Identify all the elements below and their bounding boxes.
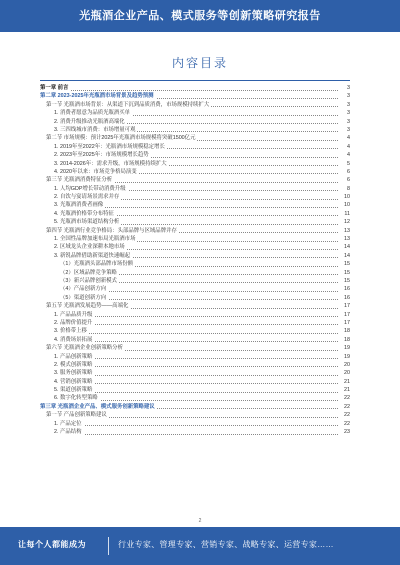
toc-entry-text: 第三章 光瓶酒企业产品、模式服务创新策略建议 bbox=[40, 403, 155, 410]
toc-entry-page: 5 bbox=[338, 160, 350, 168]
toc-leader-dots bbox=[40, 90, 338, 91]
toc-entry-text: 第二章 2023-2025年光瓶酒市场背景及趋势预测 bbox=[40, 93, 154, 100]
toc-entry[interactable] bbox=[40, 168, 350, 176]
toc-entry-text: 第六节 光瓶酒企业创新策略分析 bbox=[40, 344, 125, 352]
toc-entry-text: （3）新兴品牌创新模式 bbox=[40, 277, 119, 285]
footer-separator bbox=[108, 537, 109, 555]
toc-entry[interactable] bbox=[40, 260, 350, 268]
toc-entry[interactable] bbox=[40, 252, 350, 260]
toc-entry-page: 4 bbox=[338, 134, 350, 142]
toc-entry[interactable] bbox=[40, 302, 350, 310]
toc-entry-page: 17 bbox=[338, 311, 350, 319]
toc-entry[interactable] bbox=[40, 227, 350, 235]
toc-entry-text: 1. 消费者愿意为品质光瓶酒买单 bbox=[40, 109, 132, 117]
toc-entry[interactable] bbox=[40, 118, 350, 126]
footer-banner bbox=[0, 527, 400, 565]
toc-entry-text: 3. 服务创新策略 bbox=[40, 369, 94, 377]
toc-entry[interactable] bbox=[40, 428, 350, 436]
toc-entry-page: 18 bbox=[338, 327, 350, 335]
toc-entry[interactable] bbox=[40, 277, 350, 285]
toc-entry-text: 5. 光瓶酒市场渠道结构分析 bbox=[40, 218, 121, 226]
toc-entry-page: 3 bbox=[338, 126, 350, 134]
toc-entry[interactable] bbox=[40, 185, 350, 193]
toc-entry[interactable] bbox=[40, 411, 350, 419]
page-number: 2 bbox=[198, 518, 202, 524]
toc-entry-page: 15 bbox=[338, 277, 350, 285]
footer-slogan: 行业专家、管理专家、营销专家、战略专家、运营专家…… bbox=[118, 540, 334, 549]
toc-entry-text: 2. 消费升级推动光瓶酒高端化 bbox=[40, 118, 127, 126]
toc-entry[interactable] bbox=[40, 134, 350, 142]
toc-entry[interactable] bbox=[40, 420, 350, 428]
toc-entry[interactable] bbox=[40, 176, 350, 184]
toc-entry-page: 17 bbox=[338, 302, 350, 310]
toc-entry[interactable] bbox=[40, 353, 350, 361]
toc-entry-text: 3. 三四线城市消费：市场增量可观 bbox=[40, 126, 137, 134]
toc-entry[interactable] bbox=[40, 235, 350, 243]
toc-entry[interactable] bbox=[40, 210, 350, 218]
toc-entry-text: （4）产品创新方向 bbox=[40, 285, 108, 293]
toc-entry-page: 22 bbox=[338, 420, 350, 428]
toc-entry-text: 3. 2014-2026年：需求升级，市场规模持续扩大 bbox=[40, 160, 169, 168]
toc-entry-page: 23 bbox=[338, 428, 350, 436]
toc-entry-text: 1. 产品创新策略 bbox=[40, 353, 94, 361]
toc-entry-page: 13 bbox=[338, 227, 350, 235]
toc-entry[interactable] bbox=[40, 143, 350, 151]
toc-entry-text: 第一节 光瓶酒市场背景：从渠道下沉到品质消费，市场规模持续扩大 bbox=[40, 101, 211, 109]
toc-entry[interactable] bbox=[40, 84, 350, 92]
footer-brand: 让每个人都能成为 bbox=[18, 540, 86, 549]
toc-entry-page: 3 bbox=[338, 118, 350, 126]
toc-entry-page: 16 bbox=[338, 294, 350, 302]
toc-entry-page: 20 bbox=[338, 369, 350, 377]
toc-entry-text: 2. 自饮与宴请场景需求并存 bbox=[40, 193, 121, 201]
toc-entry-page: 13 bbox=[338, 235, 350, 243]
toc-entry-text: 1. 产品定位 bbox=[40, 420, 84, 428]
toc-entry-page: 16 bbox=[338, 285, 350, 293]
toc-entry[interactable] bbox=[40, 344, 350, 352]
toc-entry-text: 4. 营销创新策略 bbox=[40, 378, 94, 386]
toc-entry-page: 21 bbox=[338, 386, 350, 394]
report-header bbox=[0, 0, 400, 32]
toc-entry-page: 11 bbox=[338, 210, 350, 218]
toc-entry-text: 1. 2019年至2022年：光瓶酒市场规模稳定增长 bbox=[40, 143, 167, 151]
toc-entry-text: 3. 价格带上移 bbox=[40, 327, 89, 335]
table-of-contents bbox=[40, 84, 350, 436]
toc-entry-page: 18 bbox=[338, 336, 350, 344]
toc-entry-text: 2. 品牌价值提升 bbox=[40, 319, 94, 327]
toc-entry-page: 3 bbox=[338, 101, 350, 109]
toc-entry-page: 3 bbox=[338, 92, 350, 100]
toc-entry-page: 12 bbox=[338, 218, 350, 226]
toc-entry-text: 第三节 光瓶酒消费特征分析 bbox=[40, 176, 114, 184]
toc-entry-page: 20 bbox=[338, 361, 350, 369]
toc-entry[interactable] bbox=[40, 336, 350, 344]
toc-entry[interactable] bbox=[40, 319, 350, 327]
toc-entry-text: 第一章 前言 bbox=[40, 85, 69, 91]
toc-entry-page: 14 bbox=[338, 252, 350, 260]
toc-entry-page: 3 bbox=[338, 84, 350, 92]
toc-entry-page: 4 bbox=[338, 143, 350, 151]
toc-entry-page: 3 bbox=[338, 109, 350, 117]
toc-entry-text: 第二节 市场规模：预计2025年光瓶酒市场规模将突破1500亿元 bbox=[40, 134, 197, 142]
toc-entry-page: 10 bbox=[338, 201, 350, 209]
toc-entry[interactable] bbox=[40, 101, 350, 109]
toc-entry[interactable] bbox=[40, 193, 350, 201]
toc-entry-text: 1. 产品品质升级 bbox=[40, 311, 94, 319]
toc-entry-text: （2）区域品牌竞争策略 bbox=[40, 269, 119, 277]
toc-entry-text: 3. 光瓶酒消费者画像 bbox=[40, 201, 105, 209]
toc-entry-text: 2. 区域龙头企业深耕本地市场 bbox=[40, 243, 127, 251]
toc-entry-page: 6 bbox=[338, 168, 350, 176]
toc-entry-page: 22 bbox=[338, 394, 350, 402]
toc-entry-page: 8 bbox=[338, 185, 350, 193]
toc-entry[interactable] bbox=[40, 361, 350, 369]
toc-entry-page: 21 bbox=[338, 378, 350, 386]
toc-entry[interactable] bbox=[40, 109, 350, 117]
toc-entry[interactable] bbox=[40, 151, 350, 159]
toc-leader-dots bbox=[40, 434, 338, 435]
report-title: 光瓶酒企业产品、模式服务等创新策略研究报告 bbox=[79, 10, 321, 22]
toc-leader-dots bbox=[40, 425, 338, 426]
toc-entry-text: （1）光瓶酒头部品牌市场份额 bbox=[40, 260, 135, 268]
toc-entry[interactable] bbox=[40, 394, 350, 402]
toc-entry-text: 3. 新锐品牌借助新渠道快速崛起 bbox=[40, 252, 132, 260]
toc-entry-page: 4 bbox=[338, 151, 350, 159]
toc-entry[interactable] bbox=[40, 378, 350, 386]
toc-entry-page: 17 bbox=[338, 319, 350, 327]
toc-entry[interactable] bbox=[40, 386, 350, 394]
toc-entry-text: （5）渠道创新方向 bbox=[40, 294, 108, 302]
toc-entry[interactable] bbox=[40, 126, 350, 134]
toc-entry-page: 15 bbox=[338, 260, 350, 268]
toc-divider bbox=[40, 80, 350, 81]
toc-entry-text: 1. 全国性品牌加速布局光瓶酒市场 bbox=[40, 235, 137, 243]
toc-entry-text: 第五节 光瓶酒发展趋势——高端化 bbox=[40, 302, 130, 310]
toc-entry-text: 2. 产品结构 bbox=[40, 428, 84, 436]
toc-entry-text: 4. 2020年以来：市场竞争格局演变 bbox=[40, 168, 139, 176]
toc-heading: 内容目录 bbox=[171, 56, 228, 70]
toc-entry[interactable] bbox=[40, 285, 350, 293]
toc-entry-page: 15 bbox=[338, 269, 350, 277]
toc-entry-text: 4. 消费场景拓展 bbox=[40, 336, 94, 344]
toc-entry[interactable] bbox=[40, 403, 350, 411]
toc-entry-text: 2. 模式创新策略 bbox=[40, 361, 94, 369]
toc-entry[interactable] bbox=[40, 160, 350, 168]
toc-entry-page: 19 bbox=[338, 353, 350, 361]
toc-entry[interactable] bbox=[40, 201, 350, 209]
toc-entry-page: 6 bbox=[338, 176, 350, 184]
toc-entry[interactable] bbox=[40, 369, 350, 377]
toc-entry-text: 6. 数字化转型策略 bbox=[40, 394, 100, 402]
toc-entry[interactable] bbox=[40, 92, 350, 100]
toc-entry[interactable] bbox=[40, 327, 350, 335]
toc-entry-text: 4. 光瓶酒价格带分布特征 bbox=[40, 210, 116, 218]
toc-entry-text: 2. 2023年至2025年：市场规模增长趋势 bbox=[40, 151, 151, 159]
toc-entry-page: 10 bbox=[338, 193, 350, 201]
toc-entry-page: 22 bbox=[338, 403, 350, 411]
toc-entry-text: 1. 人均GDP增长带动消费升级 bbox=[40, 185, 128, 193]
toc-entry[interactable] bbox=[40, 269, 350, 277]
toc-entry-page: 19 bbox=[338, 344, 350, 352]
toc-entry[interactable] bbox=[40, 218, 350, 226]
toc-entry[interactable] bbox=[40, 243, 350, 251]
toc-entry-text: 第四节 光瓶酒行业竞争格局：头部品牌与区域品牌并存 bbox=[40, 227, 179, 235]
toc-entry-text: 第一节 产品创新策略建议 bbox=[40, 411, 109, 419]
toc-entry[interactable] bbox=[40, 294, 350, 302]
toc-entry-page: 14 bbox=[338, 243, 350, 251]
toc-entry-page: 22 bbox=[338, 411, 350, 419]
toc-entry-text: 5. 渠道创新策略 bbox=[40, 386, 94, 394]
toc-entry[interactable] bbox=[40, 311, 350, 319]
